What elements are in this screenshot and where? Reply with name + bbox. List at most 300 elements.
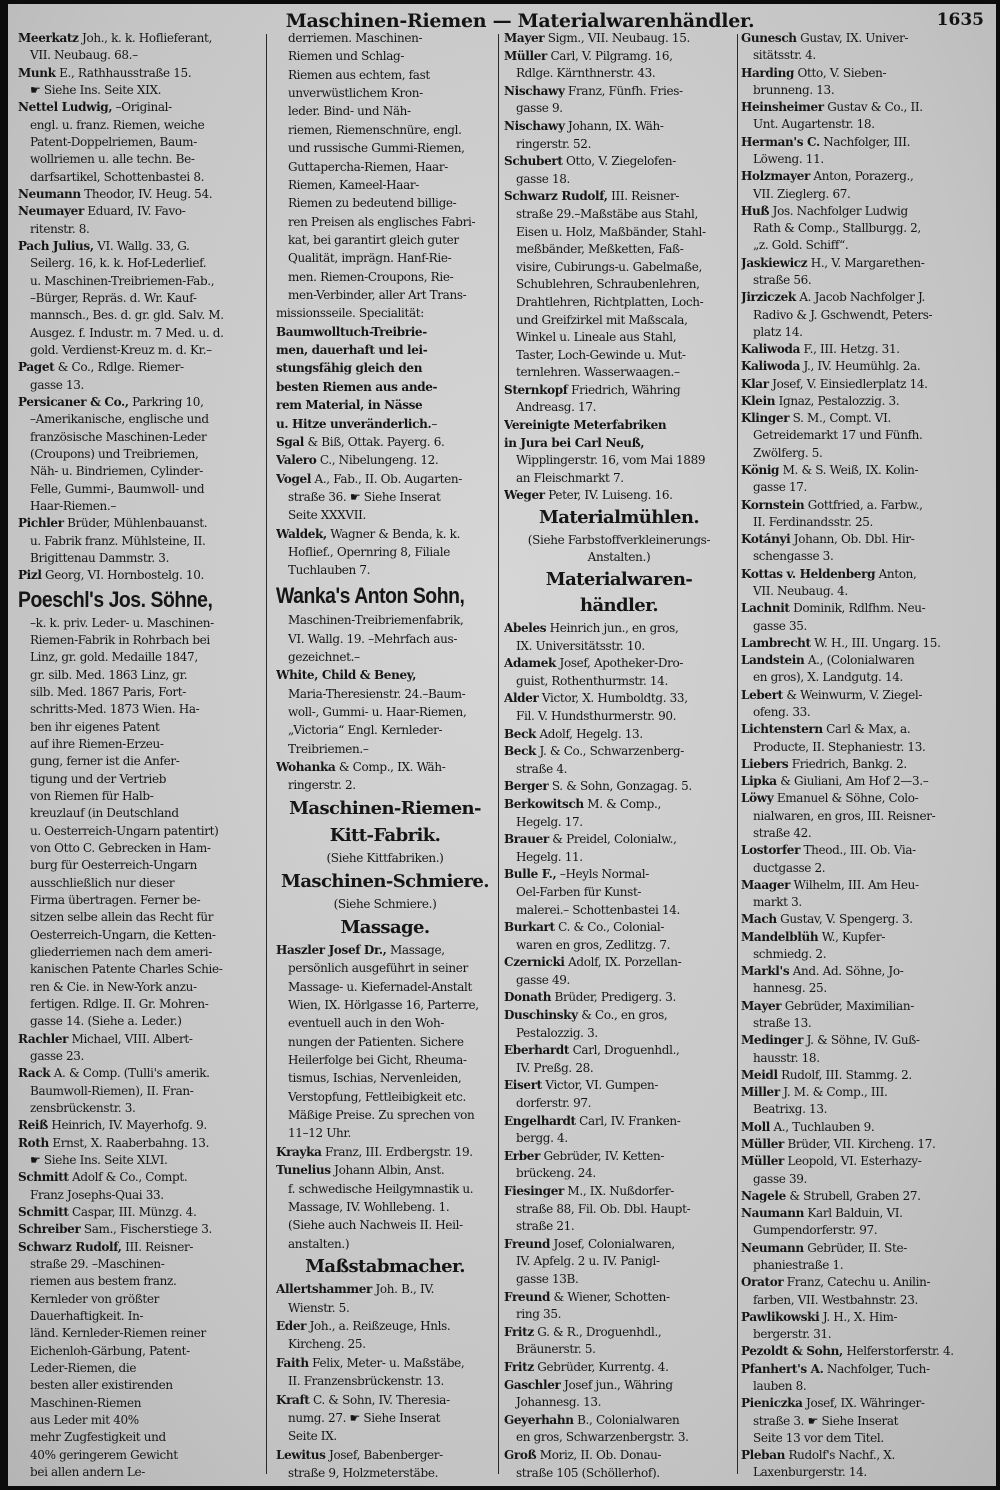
entry-line: bergg. 4.	[516, 1132, 568, 1146]
directory-entry	[741, 775, 991, 788]
directory-entry	[276, 399, 494, 412]
entry-line: schmiedg. 2.	[753, 947, 827, 961]
entry-name: Reiß	[18, 1119, 48, 1133]
entry-line: Fil. V. Hundsthurmerstr. 90.	[516, 709, 677, 723]
directory-entry	[276, 454, 494, 467]
entry-line: u. Fabrik franz. Mühlsteine, II.	[30, 534, 206, 548]
entry-name: Abeles	[504, 622, 547, 635]
entry-details: C. & Co., Colonial-	[554, 921, 665, 935]
entry-details: C., Nibelungeng. 12.	[316, 454, 439, 468]
entry-name: Duschinsky	[504, 1009, 578, 1023]
entry-details: Ignaz, Pestalozzig. 3.	[775, 394, 900, 408]
entry-line: Hoflief., Opernring 8, Filiale	[288, 546, 450, 560]
directory-entry	[276, 1394, 494, 1407]
directory-entry	[504, 1079, 734, 1092]
entry-name: Wohanka	[276, 761, 336, 775]
directory-entry	[276, 944, 494, 957]
directory-entry	[741, 913, 991, 926]
entry-line: Felle, Gummi-, Baumwoll- und	[30, 482, 205, 496]
entry-name: Eisert	[504, 1079, 542, 1093]
directory-entry	[276, 436, 494, 449]
directory-entry	[18, 188, 262, 201]
column-2	[276, 32, 494, 1480]
entry-details: Anton, Porazerg.,	[809, 170, 914, 184]
entry-name: Kraft	[276, 1393, 310, 1407]
entry-line: Riemen-Fabrik in Rohrbach bei	[30, 634, 210, 648]
entry-line: brunneng. 13.	[753, 83, 835, 97]
entry-line: Maschinen-Treibriemenfabrik,	[288, 614, 464, 628]
entry-line: Laxenburgerstr. 14.	[753, 1466, 867, 1480]
entry-line: Maria-Theresienstr. 24.–Baum-	[288, 687, 466, 701]
entry-line: Massage, IV. Wohllebeng. 1.	[288, 1200, 450, 1214]
directory-entry	[276, 761, 494, 774]
entry-details: Gustav & Co., II.	[823, 101, 923, 115]
directory-entry	[741, 32, 991, 45]
entry-name: Geyerhahn	[504, 1413, 574, 1427]
entry-details: Victor, VI. Gumpen-	[541, 1079, 659, 1093]
entry-name: Groß	[504, 1448, 537, 1462]
directory-entry	[504, 780, 734, 793]
entry-line: Dauerhaftigkeit. In-	[30, 1309, 144, 1323]
entry-line: straße 13.	[753, 1017, 812, 1031]
entry-name: Klein	[741, 394, 776, 408]
entry-line: kanischen Patente Charles Schie-	[30, 963, 223, 977]
entry-line: hausstr. 18.	[753, 1051, 820, 1065]
entry-line: lauben 8.	[753, 1379, 807, 1393]
entry-details: & Wiener, Schotten-	[550, 1290, 670, 1304]
entry-line: brückeng. 24.	[516, 1167, 596, 1181]
entry-line: visire, Cubirungs-u. Gabelmaße,	[516, 260, 702, 274]
entry-line: riemen aus bestem franz.	[30, 1275, 177, 1289]
directory-entry	[504, 1361, 734, 1374]
directory-entry	[741, 792, 991, 805]
entry-name: Rachler	[18, 1032, 69, 1046]
entry-details: Eduard, IV. Favo-	[83, 205, 186, 219]
entry-name: Neumann	[741, 1241, 804, 1255]
entry-line: Leder-Riemen, die	[30, 1361, 137, 1375]
entry-details: B., Colonialwaren	[573, 1413, 680, 1427]
entry-name: Fiesinger	[504, 1185, 564, 1198]
entry-details: Helferstorferstr. 4.	[842, 1345, 954, 1359]
entry-line: Riemen zu bedeutend billige-	[288, 197, 457, 211]
entry-name: Czernicki	[504, 956, 565, 970]
entry-details: Gustav, V. Spengerg. 3.	[776, 913, 913, 927]
entry-details: Friedrich, Bankg. 2.	[788, 757, 907, 771]
entry-line: Eisen u. Holz, Maßbänder, Stahl-	[516, 225, 706, 239]
entry-details: F., III. Hetzg. 31.	[800, 343, 900, 357]
entry-details: A. & Comp. (Tulli's amerik.	[50, 1067, 210, 1081]
directory-entry	[18, 1206, 262, 1219]
directory-entry	[741, 1155, 991, 1168]
entry-name: Medinger	[741, 1034, 804, 1048]
entry-name: Müller	[741, 1138, 784, 1151]
entry-name: Tunelius	[276, 1164, 331, 1178]
entry-line: ritenstr. 8.	[30, 222, 90, 236]
entry-line: (Siehe auch Nachweis II. Heil-	[288, 1219, 463, 1233]
directory-entry	[504, 657, 734, 670]
entry-name: Pleban	[741, 1449, 786, 1463]
entry-details: & Biß, Ottak. Payerg. 6.	[304, 435, 445, 449]
entry-name: Beck	[504, 727, 536, 741]
directory-entry	[741, 758, 991, 771]
directory-entry	[276, 1357, 494, 1370]
entry-line: Schublehren, Schraubenlehren,	[516, 278, 700, 292]
entry-details: W. H., III. Ungarg. 15.	[810, 636, 941, 650]
entry-name: Klar	[741, 377, 769, 391]
entry-line: ternlehren. Wasserwaagen.–	[516, 366, 680, 380]
entry-line: –Amerikanische, englische und	[30, 413, 209, 427]
entry-details: & Comp., IX. Wäh-	[335, 761, 446, 775]
entry-details: Adolf & Co., Compt.	[68, 1171, 188, 1185]
entry-details: Brüder, VII. Kircheng. 17.	[783, 1138, 936, 1151]
entry-line: Eichenloh-Gärbung, Patent-	[30, 1344, 190, 1358]
entry-details: J. & Co., Schwarzenberg-	[536, 745, 684, 759]
entry-line: silb. Med. 1867 Paris, Fort-	[30, 686, 186, 700]
directory-entry	[504, 622, 734, 635]
entry-name: Nischawy	[504, 84, 565, 98]
entry-line: Wipplingerstr. 16, vom Mai 1889	[516, 454, 706, 468]
entry-line: gung, ferner ist die Anfer-	[30, 755, 180, 769]
entry-details: Gustav, IX. Univer-	[796, 32, 909, 45]
entry-details: Adolf, IX. Porzellan-	[564, 956, 682, 970]
entry-details: Rudolf, III. Stammg. 2.	[777, 1068, 912, 1082]
directory-entry	[741, 1397, 991, 1410]
entry-details: Leopold, VI. Esterhazy-	[783, 1155, 922, 1169]
directory-entry	[504, 692, 734, 705]
entry-line: gasse 39.	[753, 1172, 808, 1186]
entry-line: gr. silb. Med. 1863 Linz, gr.	[30, 668, 188, 682]
entry-name: Vogel	[276, 472, 312, 486]
directory-entry	[741, 1034, 991, 1047]
entry-details: Dominik, Rdlfhm. Neu-	[789, 602, 926, 616]
directory-entry	[741, 67, 991, 80]
entry-details: Sigm., VII. Neubaug. 15.	[544, 32, 690, 45]
entry-line: Drahtlehren, Richtplatten, Loch-	[516, 295, 704, 309]
entry-line: waren en gros, Zedlitzg. 7.	[516, 938, 671, 952]
entry-line: guist, Rothenthurmstr. 14.	[516, 674, 668, 688]
entry-line: sitzen selbe allein das Recht für	[30, 911, 214, 925]
entry-name: Fritz	[504, 1360, 534, 1374]
directory-entry	[18, 67, 262, 80]
section-heading: Maschinen-Schmiere.	[281, 870, 489, 892]
entry-name: Schreiber	[18, 1223, 81, 1237]
entry-details: J. & Söhne, IV. Guß-	[803, 1034, 920, 1048]
entry-line: u. Oesterreich-Ungarn patentirt)	[30, 824, 219, 838]
section-heading: Kitt-Fabrik.	[329, 825, 441, 847]
entry-line: mannsch., Bes. d. gr. gld. Salv. M.	[30, 309, 224, 323]
entry-details: Parkring 10,	[128, 395, 204, 409]
directory-entry	[504, 745, 734, 758]
entry-details: & Strubell, Graben 27.	[785, 1189, 921, 1203]
entry-details: Heinrich jun., en gros,	[546, 622, 679, 635]
entry-line: ausschließlich nur dieser	[30, 876, 175, 890]
directory-entry	[504, 1449, 734, 1462]
directory-entry	[276, 528, 494, 541]
entry-line: bergerstr. 31.	[753, 1328, 832, 1342]
entry-line: Kircheng. 25.	[288, 1338, 366, 1352]
entry-name: Eberhardt	[504, 1044, 570, 1058]
entry-line: tigung und der Vertrieb	[30, 772, 167, 786]
directory-entry	[276, 1146, 494, 1159]
directory-entry	[504, 1414, 734, 1427]
directory-entry	[504, 956, 734, 969]
entry-line: IV. Preßg. 28.	[516, 1061, 594, 1075]
entry-line: men-Verbinder, aller Art Trans-	[288, 289, 467, 303]
entry-name: Schwarz Rudolf,	[504, 190, 608, 204]
directory-entry	[18, 32, 262, 45]
directory-entry	[504, 1379, 734, 1392]
running-title: Maschinen-Riemen — Materialwarenhändler.	[285, 10, 755, 32]
entry-line: Seite XXXVII.	[288, 509, 366, 523]
entry-name: Lambrecht	[741, 636, 811, 650]
entry-name: Weger	[504, 489, 545, 503]
directory-entry	[741, 879, 991, 892]
entry-line: Johannesg. 13.	[516, 1396, 602, 1410]
entry-line: riemen, Riemenschnüre, engl.	[288, 123, 462, 137]
entry-details: Wagner & Benda, k. k.	[326, 527, 461, 541]
entry-line: –k. k. priv. Leder- u. Maschinen-	[30, 616, 214, 630]
entry-name: Beck	[504, 745, 536, 759]
directory-entry	[504, 120, 734, 133]
directory-entry	[276, 1449, 494, 1462]
entry-name: Burkart	[504, 921, 555, 935]
entry-line: kat, bei garantirt gleich guter	[288, 233, 459, 247]
entry-line: 40% geringerem Gewicht	[30, 1448, 178, 1462]
entry-line: Franz Josephs-Quai 33.	[30, 1188, 164, 1202]
entry-name: Mayer	[504, 32, 545, 45]
entry-details: A., Fab., II. Ob. Augarten-	[311, 472, 462, 486]
entry-name: Mayer	[741, 999, 782, 1013]
entry-line: Heilerfolge bei Gicht, Rheuma-	[288, 1054, 467, 1068]
entry-details: M. & Comp.,	[583, 797, 661, 811]
display-entry-name: Poeschl's Jos. Söhne,	[18, 586, 213, 612]
entry-line: persönlich ausgeführt in seiner	[288, 962, 468, 976]
entry-line: en gros, Schwarzenbergstr. 3.	[516, 1431, 689, 1445]
entry-details: Carl, V. Pilgramg. 16,	[546, 49, 673, 63]
entry-details: And. Ad. Söhne, Jo-	[789, 965, 904, 979]
entry-line: Radivo & J. Gschwendt, Peters-	[753, 308, 933, 322]
entry-line: Maschinen-Riemen	[30, 1396, 142, 1410]
directory-entry	[741, 499, 991, 512]
entry-details: Franz, III. Erdbergstr. 19.	[321, 1145, 473, 1159]
entry-line: woll-, Gummi- u. Haar-Riemen,	[288, 705, 467, 719]
entry-name: Valero	[276, 454, 317, 468]
entry-name: White, Child & Beney,	[276, 669, 417, 683]
cross-reference: (Siehe Kittfabriken.)	[326, 852, 444, 866]
entry-details: III. Reisner-	[121, 1240, 194, 1254]
entry-name: Schmitt	[18, 1171, 69, 1185]
entry-name: u. Hitze unveränderlich.	[276, 417, 432, 431]
entry-line: men. Riemen-Croupons, Rie-	[288, 270, 454, 284]
entry-name: Gaschler	[504, 1378, 561, 1392]
entry-line: Linz, gr. gold. Medaille 1847,	[30, 651, 198, 665]
directory-entry	[18, 517, 262, 530]
entry-line: Seite IX.	[288, 1430, 337, 1444]
directory-entry	[741, 1086, 991, 1099]
entry-line: Seite 13 vor dem Titel.	[753, 1431, 884, 1445]
entry-name: Nischawy	[504, 119, 565, 133]
directory-entry	[276, 1320, 494, 1333]
entry-line: Bräunerstr. 5.	[516, 1343, 596, 1357]
directory-entry	[741, 965, 991, 978]
directory-entry	[741, 464, 991, 477]
entry-line: ringerstr. 52.	[516, 137, 592, 151]
entry-line: eventuell auch in den Woh-	[288, 1017, 445, 1031]
column-divider	[498, 34, 499, 1474]
entry-name: rem Material, in Nässe	[276, 399, 423, 413]
entry-details: Felix, Meter- u. Maßstäbe,	[308, 1356, 465, 1370]
entry-line: Riemen aus echtem, fast	[288, 68, 430, 82]
directory-entry	[741, 1242, 991, 1255]
entry-line: Oesterreich-Ungarn, die Ketten-	[30, 928, 216, 942]
entry-details: Josef, Colonialwaren,	[550, 1237, 675, 1251]
directory-entry	[741, 136, 991, 149]
entry-name: Jirziczek	[741, 291, 796, 305]
entry-line: u. Maschinen-Treibriemen-Fab.,	[30, 274, 215, 288]
directory-entry	[276, 307, 494, 320]
entry-details: Otto, V. Sieben-	[794, 66, 887, 80]
column-divider	[266, 34, 267, 1474]
entry-details: –Heyls Normal-	[556, 868, 649, 882]
directory-entry	[18, 1223, 262, 1236]
cross-reference: (Siehe Schmiere.)	[333, 898, 437, 912]
entry-details: missionsseile. Specialität:	[276, 307, 424, 321]
entry-line: gold. Verdienst-Kreuz m. d. Kr.–	[30, 343, 212, 357]
entry-name: Pfanhert's A.	[741, 1362, 824, 1376]
entry-details: G. & R., Droguenhdl.,	[533, 1325, 662, 1339]
entry-line: IX. Universitätsstr. 10.	[516, 639, 645, 653]
entry-line: Oel-Farben für Kunst-	[516, 885, 642, 899]
entry-name: Allertshammer	[276, 1283, 372, 1297]
entry-line: von Riemen für Halb-	[30, 790, 154, 804]
entry-line: ☛ Siehe Ins. Seite XLVI.	[30, 1154, 168, 1167]
entry-name: Schwarz Rudolf,	[18, 1240, 122, 1254]
entry-name: Kotányi	[741, 533, 791, 547]
entry-details: J., IV. Heumühlg. 2a.	[800, 360, 921, 374]
entry-line: Firma übertragen. Ferner be-	[30, 894, 201, 908]
entry-line: auf ihre Riemen-Erzeu-	[30, 738, 164, 752]
entry-details: Karl Balduin, VI.	[803, 1207, 903, 1221]
entry-line: straße 36. ☛ Siehe Inserat	[288, 490, 441, 504]
entry-details: M. & S. Weiß, IX. Kolin-	[779, 464, 919, 478]
entry-name: Nagele	[741, 1189, 786, 1203]
directory-entry	[504, 1009, 734, 1022]
directory-entry	[741, 844, 991, 857]
directory-entry	[18, 1119, 262, 1132]
entry-line: Brigittenau Dammstr. 3.	[30, 551, 170, 565]
directory-entry	[504, 728, 734, 741]
entry-line: Getreidemarkt 17 und Fünfh.	[753, 429, 923, 443]
entry-line: straße 29.–Maßstäbe aus Stahl,	[516, 207, 699, 221]
entry-line: straße 29. –Maschinen-	[30, 1257, 165, 1271]
entry-line: straße 105 (Schöllerhof).	[516, 1466, 660, 1480]
entry-line: tismus, Ischias, Nervenleiden,	[288, 1072, 462, 1086]
directory-entry	[504, 921, 734, 934]
directory-entry	[741, 1207, 991, 1220]
entry-name: Jaskiewicz	[741, 256, 808, 270]
entry-line: malerei.– Schottenbastei 14.	[516, 903, 681, 917]
entry-name: Müller	[741, 1155, 784, 1169]
entry-name: Brauer	[504, 833, 549, 847]
directory-entry	[18, 396, 262, 409]
entry-line: VII. Neubaug. 68.–	[30, 49, 138, 63]
entry-name: Pawlikowski	[741, 1310, 820, 1324]
entry-line: „Victoria“ Engl. Kernleder-	[288, 724, 443, 738]
entry-name: Meidl	[741, 1068, 778, 1082]
directory-entry	[18, 361, 262, 374]
entry-line: besten aller existirenden	[30, 1379, 173, 1393]
entry-line: straße 88, Fil. Ob. Dbl. Haupt-	[516, 1202, 691, 1216]
entry-name: Mandelblüh	[741, 930, 819, 944]
entry-details: & Co., en gros,	[577, 1009, 668, 1023]
entry-line: nungen der Patienten. Sichere	[288, 1035, 464, 1049]
entry-details: Peter, IV. Luiseng. 16.	[544, 489, 673, 503]
entry-details: Josef, Babenberger-	[325, 1448, 443, 1462]
directory-entry	[741, 1345, 991, 1358]
entry-line: II. Franzensbrückenstr. 13.	[288, 1375, 444, 1389]
directory-entry	[741, 568, 991, 581]
entry-details: Gebrüder, Maximilian-	[781, 999, 914, 1013]
entry-name: Klinger	[741, 412, 790, 426]
entry-name: Pezoldt & Sohn,	[741, 1345, 843, 1359]
entry-line: Patent-Doppelriemen, Baum-	[30, 135, 197, 149]
entry-line: kreuzlauf (in Deutschland	[30, 807, 179, 821]
entry-name: König	[741, 464, 780, 478]
entry-name: Vereinigte Meterfabriken	[504, 419, 667, 433]
entry-line: burg für Oesterreich-Ungarn	[30, 859, 197, 873]
directory-entry	[504, 32, 734, 45]
entry-line: Wienstr. 5.	[288, 1301, 350, 1315]
entry-details: Moriz, II. Ob. Donau-	[536, 1448, 662, 1462]
entry-line: leder. Bind- und Näh-	[288, 105, 411, 119]
entry-line: gasse 17.	[753, 481, 808, 495]
entry-line: farben, VII. Westbahnstr. 23.	[753, 1293, 918, 1307]
entry-name: Lipka	[741, 775, 777, 789]
entry-name: Kaliwoda	[741, 360, 801, 374]
entry-details: Heinrich, IV. Mayerhofg. 9.	[47, 1119, 207, 1133]
entry-name: Pichler	[18, 517, 64, 531]
entry-line: Producte, II. Stephaniestr. 13.	[753, 740, 926, 754]
entry-name: Baumwolltuch-Treibrie-	[276, 325, 427, 339]
directory-entry	[741, 1000, 991, 1013]
entry-details: & Weinwurm, V. Ziegel-	[782, 688, 923, 702]
column-3	[504, 32, 734, 1480]
entry-line: Baumwoll-Riemen), II. Fran-	[30, 1084, 194, 1098]
entry-line: meßbänder, Meßketten, Faß-	[516, 243, 684, 257]
entry-name: Adamek	[504, 657, 557, 671]
entry-line: gasse 9.	[516, 102, 563, 116]
section-heading: Maßstabmacher.	[305, 1256, 465, 1277]
entry-name: Lewitus	[276, 1448, 326, 1462]
entry-name: Lostorfer	[741, 844, 801, 858]
entry-details: Georg, VI. Hornbostelg. 10.	[41, 569, 204, 583]
entry-name: Sgal	[276, 435, 304, 449]
entry-line: anstalten.)	[288, 1237, 350, 1251]
directory-entry	[276, 381, 494, 394]
directory-entry	[18, 205, 262, 218]
entry-line: Haar-Riemen.–	[30, 499, 117, 513]
entry-line: fertigen. Rdlge. II. Gr. Mohren-	[30, 998, 209, 1012]
entry-name: Naumann	[741, 1207, 804, 1221]
entry-details: –	[431, 417, 437, 431]
entry-line: Taster, Loch-Gewinde u. Mut-	[516, 348, 686, 362]
entry-line: nialwaren, en gros, III. Reisner-	[753, 809, 936, 823]
entry-name: Heinsheimer	[741, 101, 824, 115]
entry-line: bei allen andern Le-	[30, 1465, 145, 1479]
entry-line: Hegelg. 11.	[516, 850, 583, 864]
entry-name: Berger	[504, 780, 549, 794]
entry-name: Landstein	[741, 654, 805, 668]
